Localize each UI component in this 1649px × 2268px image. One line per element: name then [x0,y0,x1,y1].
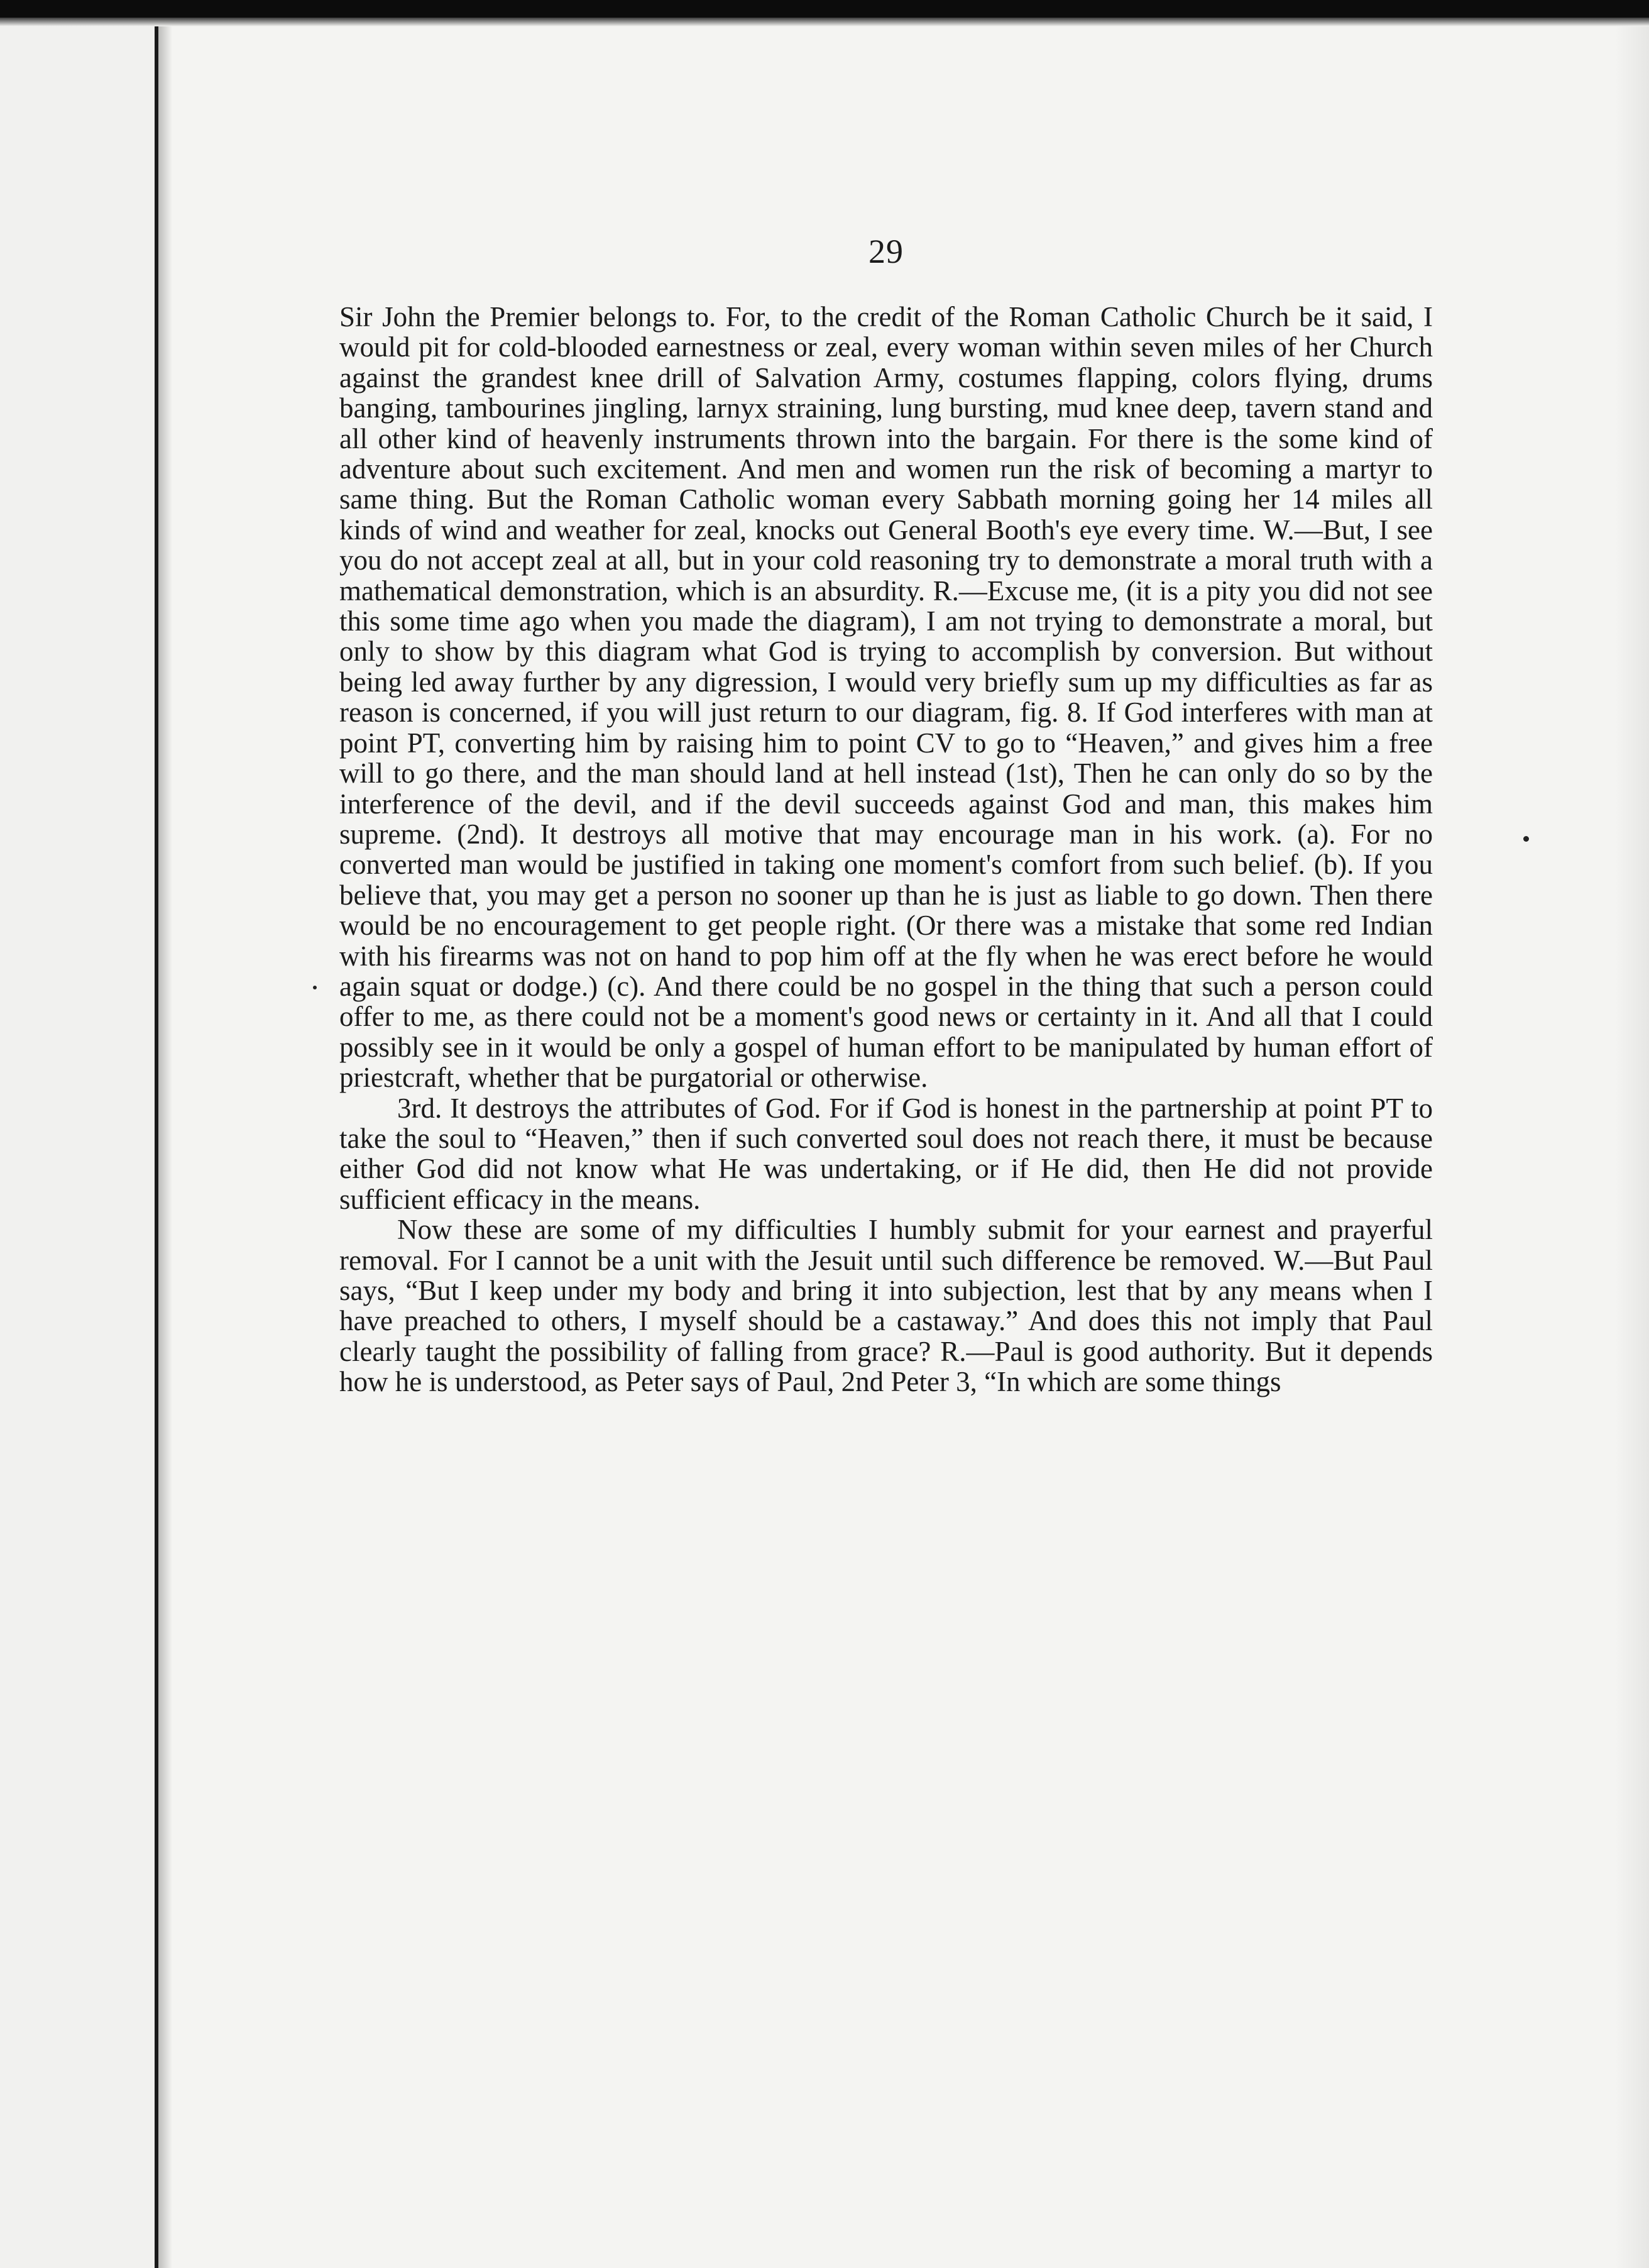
previous-leaf-edge [0,26,158,2268]
body-text [339,302,1433,1397]
gutter-shadow [158,26,172,2268]
paragraph: Now these are some of my difficulties I humbly submit for your earnest and prayerful removal. For I cannot be a unit with the Jesuit until such difference be removed. W.—But Paul says, “But I keep under my body and bring it into subjection, lest that by any means when I have preached to others, I myself should be a castaway.” And does this not imply that Paul clearly taught the possibility of falling from grace? R.—Paul is good authority. But it depends how he is understood, as Peter says of Paul, 2nd Peter 3, “In which are some things [339,1214,1433,1398]
right-page-edge [1615,26,1649,2268]
scan-top-border [0,0,1649,18]
page-number: 29 [868,233,904,270]
ink-speck [1523,836,1529,842]
paragraph: Sir John the Premier belongs to. For, to the credit of the Roman Catholic Church be it said, I would pit for cold-blooded earnestness or zeal, every woman within seven miles of her Church against the grandest knee drill of Salvation Army, costumes flapping, colors flying, drums banging, tambourines jingling, larnyx straining, lung bursting, mud knee deep, tavern stand and all other kind of heavenly instruments thrown into the bargain. For there is the some kind of adventure about such excitement. And men and women run the risk of becoming a martyr to same thing. But the Roman Catholic woman every Sabbath morning going her 14 miles all kinds of wind and weather for zeal, knocks out General Booth's eye every time. W.—But, I see you do not accept zeal at all, but in your cold reasoning try to demonstrate a moral truth with a mathematical demonstration, which is an absurdity. R.—Excuse me, (it is a pity you did not see this some time ago when you made the diagram), I am not trying to demonstrate a moral, but only to show by this diagram what God is trying to accomplish by conversion. But without being led away further by any digression, I would very briefly sum up my difficulties as far as reason is concerned, if you will just return to our diagram, fig. 8. If God interferes with man at point PT, converting him by raising him to point CV to go to “Heaven,” and gives him a free will to go there, and the man should land at hell instead (1st), Then he can only do so by the interference of the devil, and if the devil succeeds against God and man, this makes him supreme. (2nd). It destroys all motive that may encourage man in his work. (a). For no converted man would be justified in taking one moment's comfort from such belief. (b). If you believe that, you may get a person no sooner up than he is just as liable to go down. Then there would be no encouragement to get people right. (Or there was a mistake that some red Indian with his firearms was not on hand to pop him off at the fly when he was erect before he would again squat or dodge.) (c). And there could be no gospel in the thing that such a person could offer to me, as there could not be a moment's good news or certainty in it. And all that I could possibly see in it would be only a gospel of human effort to be manipulated by human effort of priestcraft, whether that be purgatorial or otherwise. [339,301,1433,1094]
ink-speck [313,986,317,989]
scan-top-shadow [0,18,1649,26]
page-content [339,233,1433,1397]
paragraph: 3rd. It destroys the attributes of God. For if God is honest in the partnership at point PT to take the soul to “Heaven,” then if such converted soul does not reach there, it must be because either God did not know what He was undertaking, or if He did, then He did not provide sufficient efficacy in the means. [339,1092,1433,1215]
